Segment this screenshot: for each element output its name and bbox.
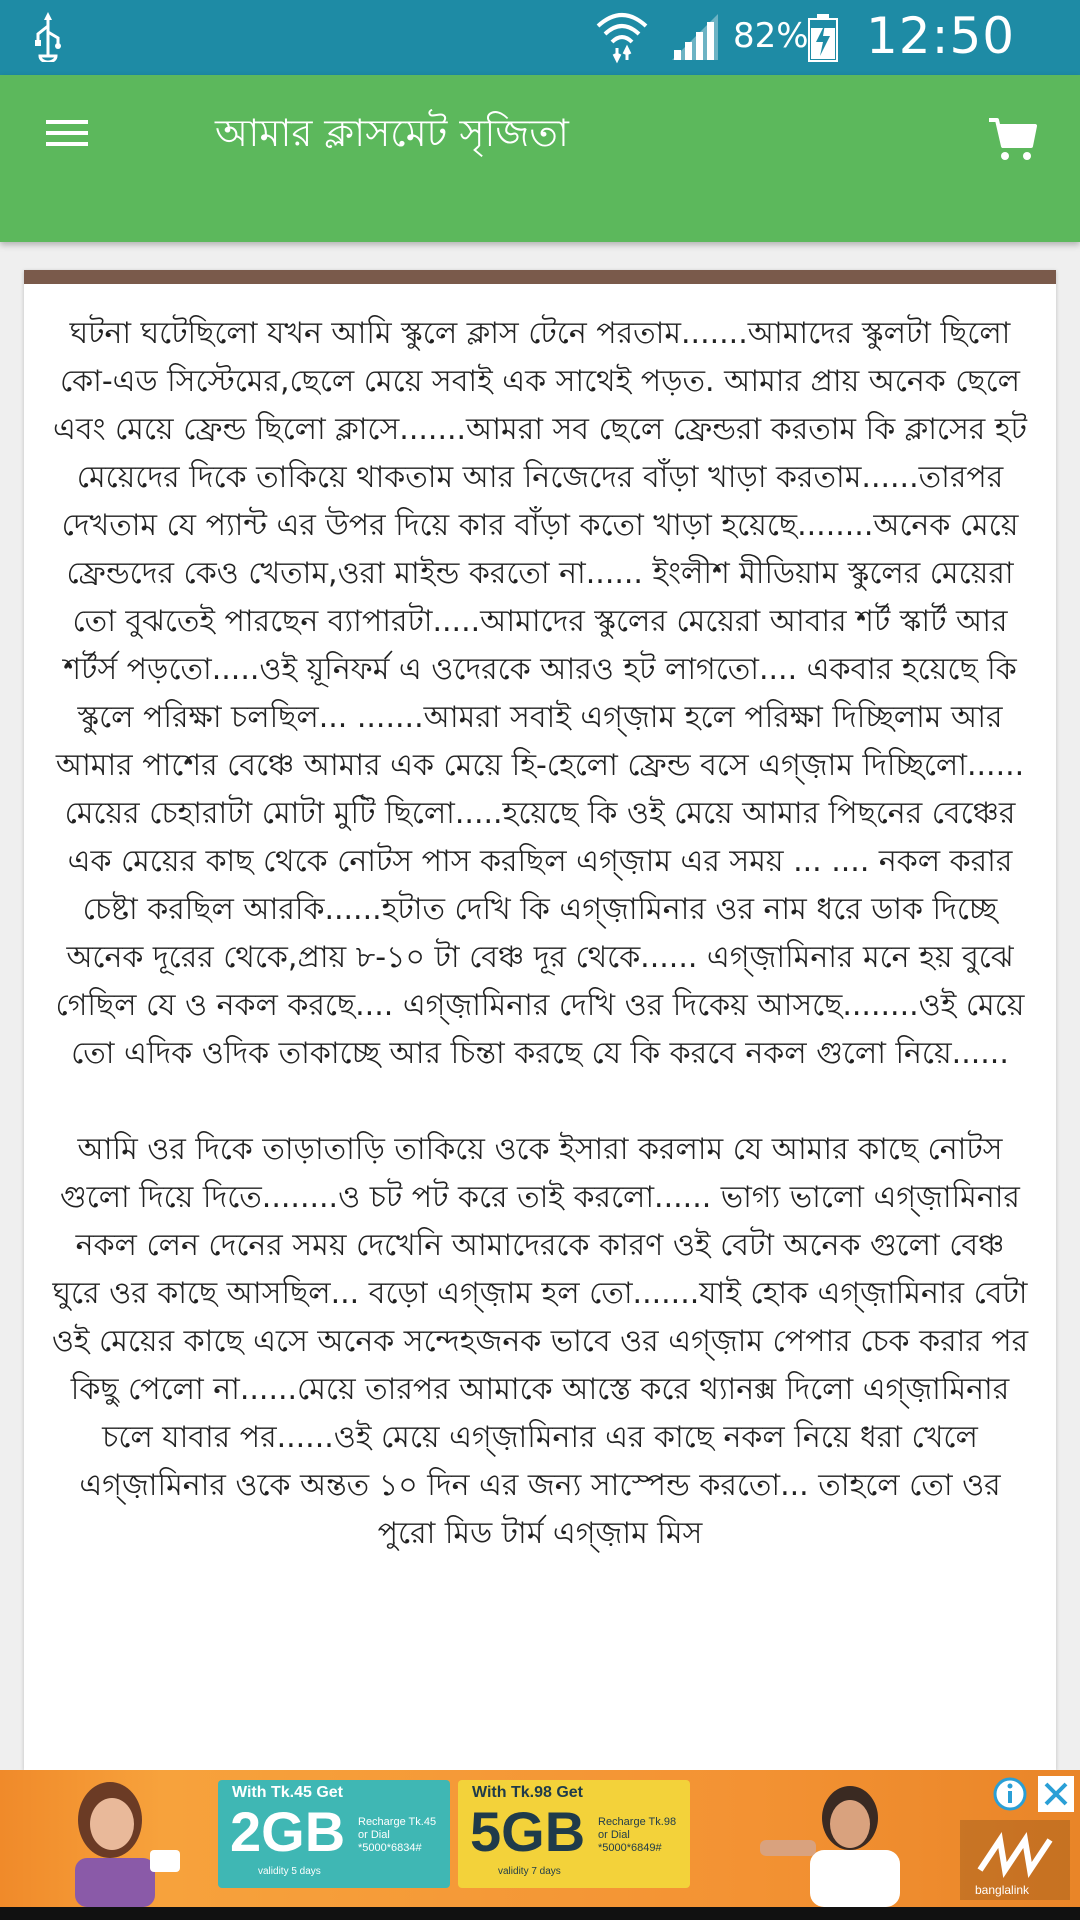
ad-offer-5gb: [458, 1780, 690, 1888]
menu-button[interactable]: [38, 113, 98, 169]
story-paragraph: ঘটনা ঘটেছিলো যখন আমি স্কুলে ক্লাস টেনে পরতাম.......আমাদের স্কুলটা ছিলো কো-এড সিস্টেমের,ছেলে মেয়ে সবাই এক সাথেই পড়ত. আমার প্রায় অনেক ছেলে এবং মেয়ে ফ্রেন্ড ছিলো ক্লাসে.......আমরা সব ছেলে ফ্রেন্ডরা করতাম কি ক্লাসের হট মেয়েদের দিকে তাকিয়ে থাকতাম আর নিজেদের বাঁড়া খাড়া করতাম......তারপর দেখতাম যে প্যান্ট এর উপর দিয়ে কার বাঁড়া কতো খাড়া হয়েছে........অনেক মেয়ে ফ্রেন্ডদের কেও খেতাম,ওরা মাইন্ড করতো না...... ইংলীশ মীডিয়াম স্কুলের মেয়েরা তো বুঝতেই পারছেন ব্যাপারটা.....আমাদের স্কুলের মেয়েরা আবার শর্ট স্কার্ট আর শর্টর্স পড়তো.....ওই য়ূনিফর্ম এ ওদেরকে আরও হট লাগতো.... একবার হয়েছে কি স্কুলে পরিক্ষা চলছিল... .......আমরা সবাই এগ্জ়াম হলে পরিক্ষা দিচ্ছিলাম আর আমার পাশের বেঞ্চে আমার এক মেয়ে হি-হেলো ফ্রেন্ড বসে এগ্জ়াম দিচ্ছিলো...... মেয়ের চেহারাটা মোটা মুটি ছিলো.....হয়েছে কি ওই মেয়ে আমার পিছনের বেঞ্চের এক মেয়ের কাছ থেকে নোটস পাস করছিল এগ্জ়াম এর সময় ... .... নকল করার চেষ্টা করছিল আরকি......হটাত দেখি কি এগ্জ়ামিনার ওর নাম ধরে ডাক দিচ্ছে অনেক দূরের থেকে,প্রায় ৮-১০ টা বেঞ্চ দূর থেকে...... এগ্জ়ামিনার মনে হয় বুঝে গেছিল যে ও নকল করছে.... এগ্জ়ামিনার দেখি ওর দিকেয় আসছে........ওই মেয়ে তো এদিক ওদিক তাকাচ্ছে আর চিন্তা করছে যে কি করবে নকল গুলো নিয়ে......: [53, 316, 1027, 1071]
card-header-strip: [24, 270, 1056, 284]
ad-offer-heading: With Tk.98 Get: [472, 1784, 583, 1801]
ad-offer-details: Recharge Tk.98 or Dial *5000*6849#: [598, 1816, 677, 1854]
menu-icon-line: [46, 131, 88, 135]
system-nav-bar: [0, 1907, 1080, 1920]
status-bar: [0, 0, 1080, 75]
ad-offer-2gb: [218, 1780, 450, 1888]
cart-icon[interactable]: [985, 110, 1041, 166]
ad-offer-validity: validity 7 days: [498, 1866, 561, 1877]
story-card: [24, 270, 1056, 1770]
status-clock: 12:50: [866, 7, 1016, 65]
ad-person-image: [20, 1780, 190, 1907]
battery-percent: 82%: [733, 16, 809, 56]
battery-charging-icon: [808, 14, 838, 62]
menu-icon-line: [46, 142, 88, 146]
menu-icon-line: [46, 120, 88, 124]
signal-icon: [670, 14, 720, 60]
ad-offer-amount: 2GB: [230, 1800, 346, 1863]
ad-offer-amount: 5GB: [470, 1800, 586, 1863]
page-title: আমার ক্লাসমেট সৃজিতা: [215, 111, 569, 155]
ad-offer-details: Recharge Tk.45 or Dial *5000*6834#: [358, 1816, 437, 1854]
ad-banner[interactable]: [0, 1770, 1080, 1907]
story-text: [50, 310, 1030, 1606]
story-paragraph: আমি ওর দিকে তাড়াতাড়ি তাকিয়ে ওকে ইসারা করলাম যে আমার কাছে নোটস গুলো দিয়ে দিতে........ও চট পট করে তাই করলো...... ভাগ্য ভালো এগ্জ়ামিনার নকল লেন দেনের সময় দেখেনি আমাদেরকে কারণ ওই বেটা অনেক গুলো বেঞ্চ ঘুরে ওর কাছে আসছিল... বড়ো এগ্জ়াম হল তো.......যাই হোক এগ্জ়ামিনার বেটা ওই মেয়ের কাছে এসে অনেক সন্দেহজনক ভাবে ওর এগ্জ়াম পেপার চেক করার পর কিছু পেলো না......মেয়ে তারপর আমাকে আস্তে করে থ্যানক্স দিলো এগ্জ়ামিনার চলে যাবার পর......ওই মেয়ে এগ্জ়ামিনার এর কাছে নকল নিয়ে ধরা খেলে এগ্জ়ামিনার ওকে অন্তত ১০ দিন এর জন্য সাস্পেন্ড করতো... তাহলে তো ওর পুরো মিড টার্ম এগ্জ়াম মিস: [51, 1132, 1029, 1551]
app-bar: [0, 75, 1080, 242]
ad-offer-heading: With Tk.45 Get: [232, 1784, 343, 1801]
ad-person-image: [740, 1780, 940, 1907]
ad-brand-name: banglalink: [975, 1883, 1030, 1897]
ad-offer-validity: validity 5 days: [258, 1866, 321, 1877]
ad-info-icon[interactable]: [992, 1776, 1028, 1812]
ad-close-icon[interactable]: [1038, 1776, 1074, 1812]
usb-icon: [28, 12, 68, 62]
wifi-icon: [594, 8, 650, 64]
